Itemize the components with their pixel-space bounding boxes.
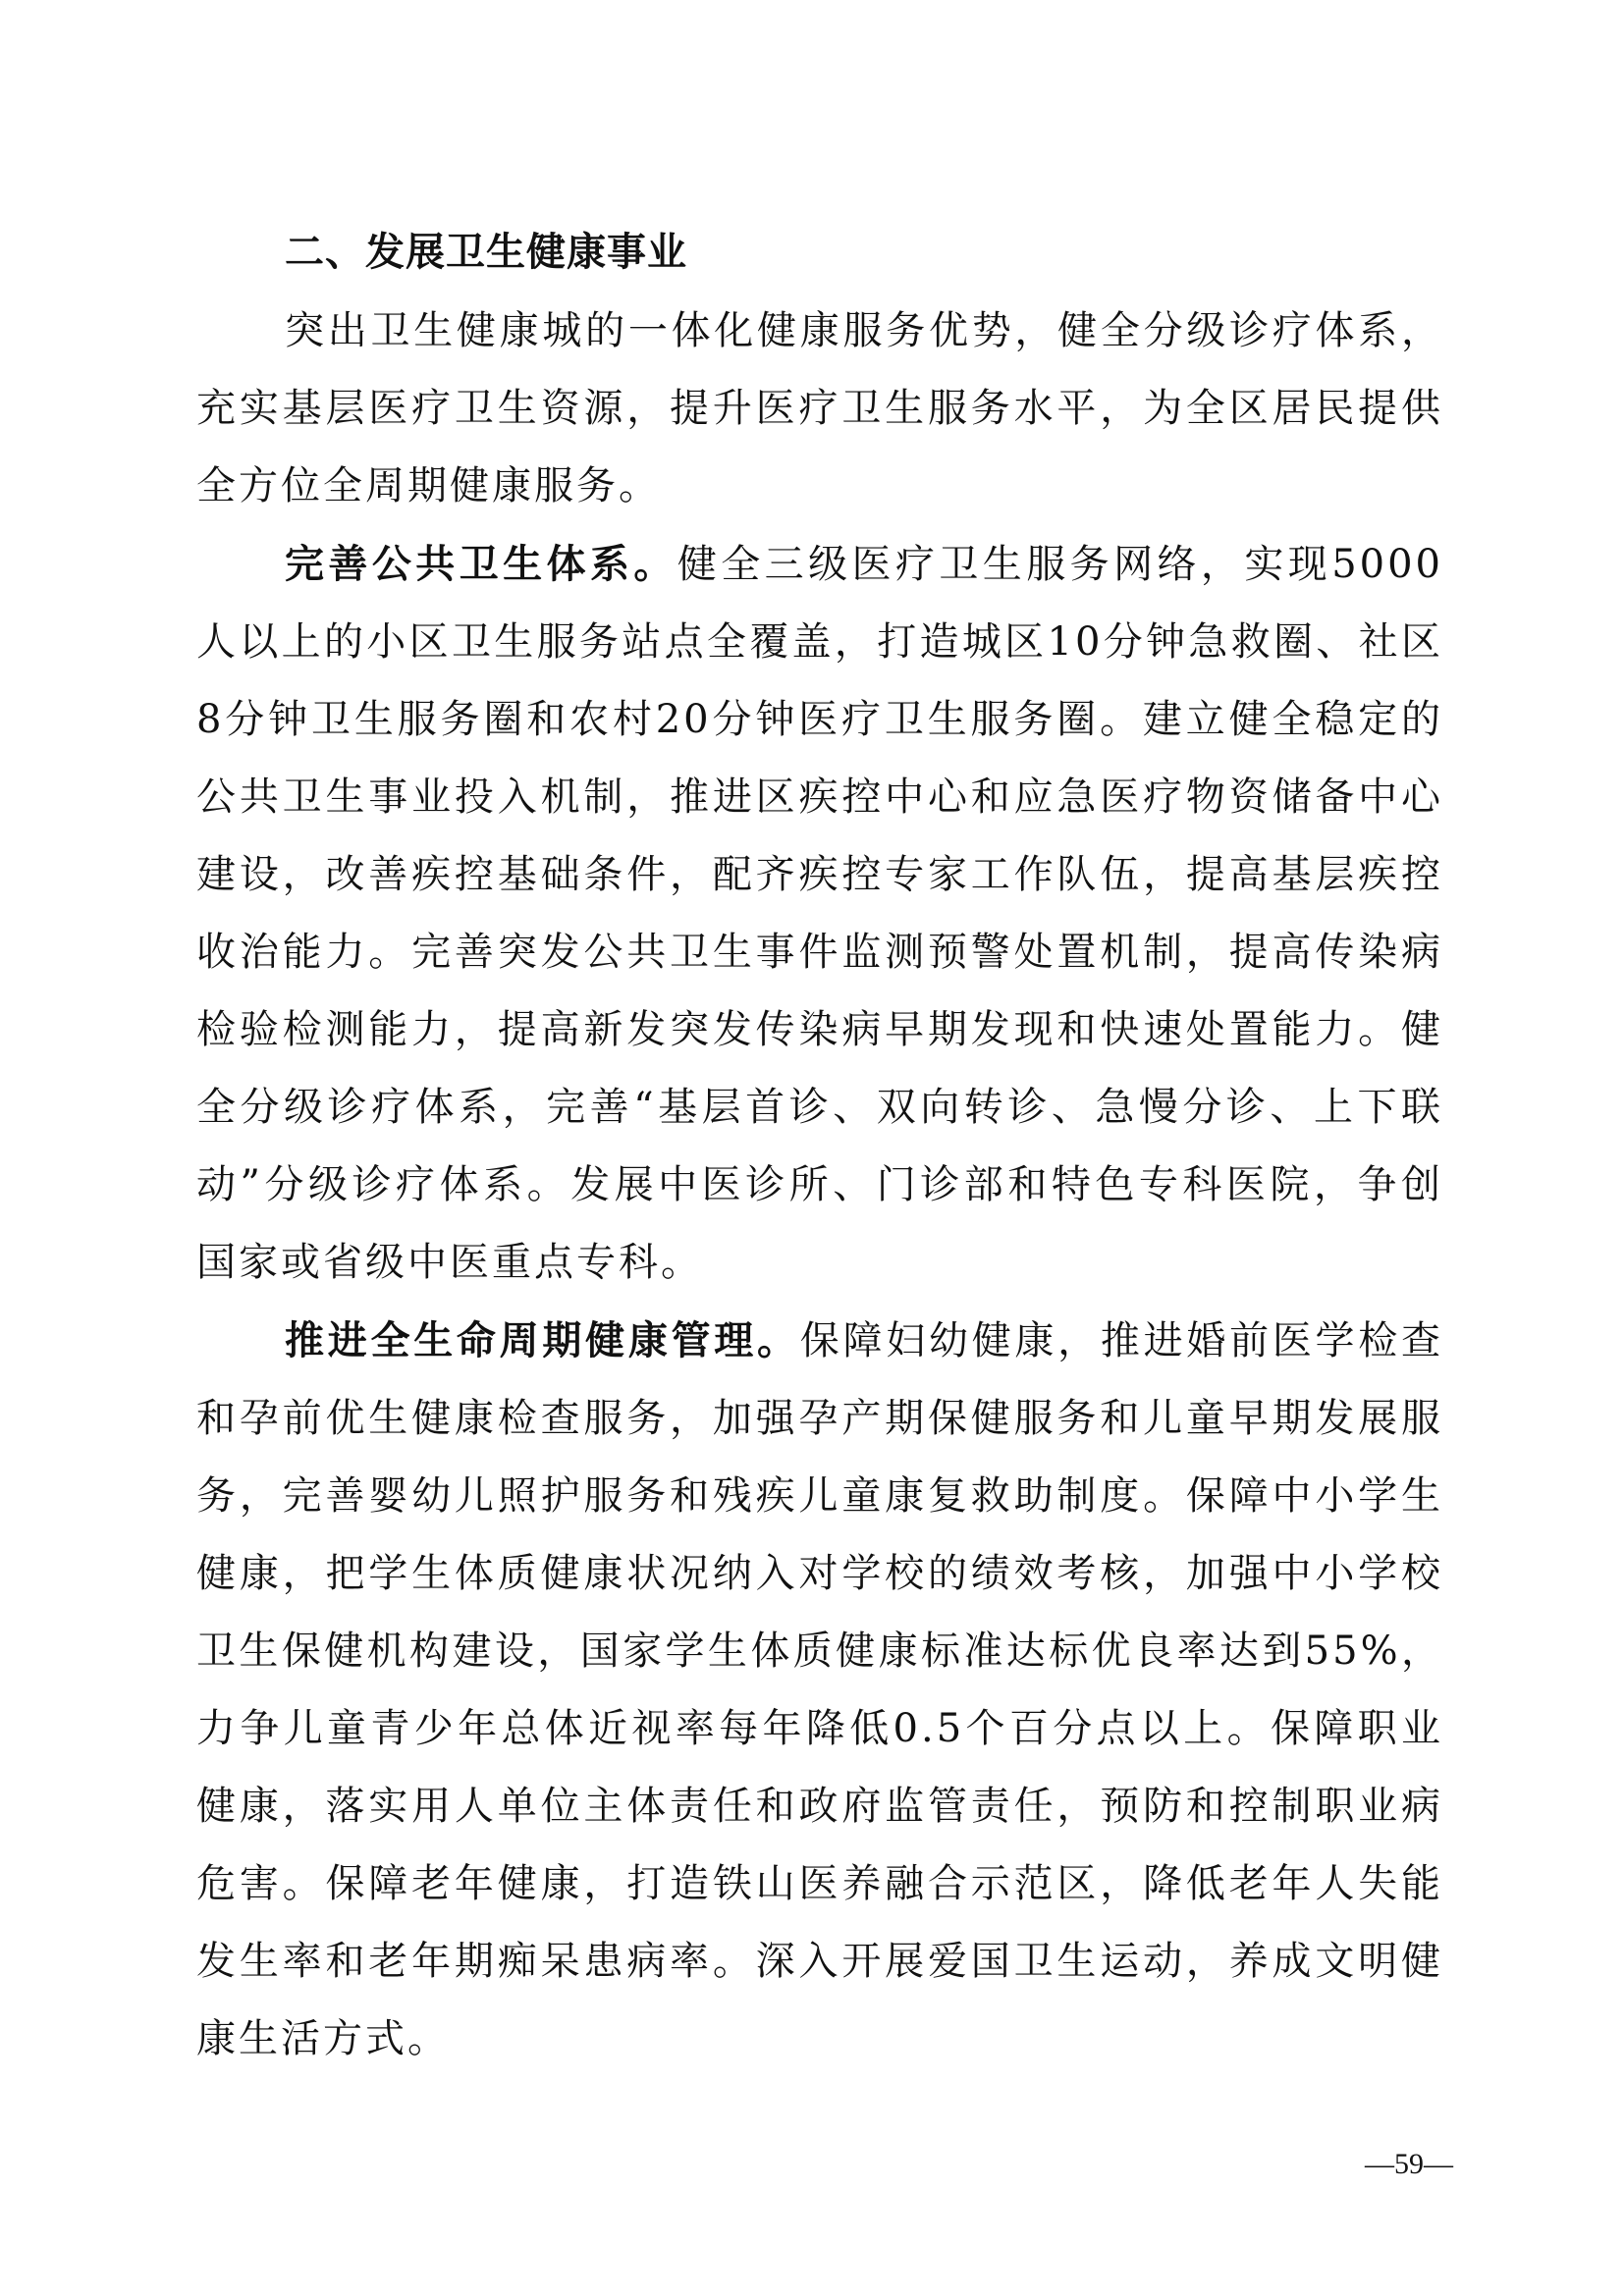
public-health-paragraph: [196, 525, 1443, 1302]
paragraph-lead: 推进全生命周期健康管理。: [285, 1317, 800, 1363]
paragraph-text: 保障妇幼健康，推进婚前医学检查和孕前优生健康检查服务，加强孕产期保健服务和儿童早期发展服务，完善婴幼儿照护服务和残疾儿童康复救助制度。保障中小学生健康，把学生体质健康状况纳入对学校的绩效考核，加强中小学校卫生保健机构建设，国家学生体质健康标准达标优良率达到55%，力争儿童青少年总体近视率每年降低0.5个百分点以上。保障职业健康，落实用人单位主体责任和政府监管责任，预防和控制职业病危害。保障老年健康，打造铁山医养融合示范区，降低老年人失能发生率和老年期痴呆患病率。深入开展爱国卫生运动，养成文明健康生活方式。: [196, 1318, 1444, 2061]
section-heading: 二、发展卫生健康事业: [285, 230, 687, 275]
page-body: [196, 214, 1443, 2078]
paragraph-lead: 完善公共卫生体系。: [285, 541, 677, 587]
lifecycle-health-paragraph: [196, 1302, 1443, 2078]
paragraph-text: 突出卫生健康城的一体化健康服务优势，健全分级诊疗体系，充实基层医疗卫生资源，提升医疗卫生服务水平，为全区居民提供全方位全周期健康服务。: [196, 308, 1443, 508]
paragraph-text: 健全三级医疗卫生服务网络，实现5000人以上的小区卫生服务站点全覆盖，打造城区10分钟急救圈、社区8分钟卫生服务圈和农村20分钟医疗卫生服务圈。建立健全稳定的公共卫生事业投入机制，推进区疾控中心和应急医疗物资储备中心建设，改善疾控基础条件，配齐疾控专家工作队伍，提高基层疾控收治能力。完善突发公共卫生事件监测预警处置机制，提高传染病检验检测能力，提高新发突发传染病早期发现和快速处置能力。健全分级诊疗体系，完善“基层首诊、双向转诊、急慢分诊、上下联动”分级诊疗体系。发展中医诊所、门诊部和特色专科医院，争创国家或省级中医重点专科。: [196, 542, 1444, 1285]
intro-paragraph: [196, 292, 1443, 525]
page-number: —59—: [1365, 2148, 1453, 2180]
